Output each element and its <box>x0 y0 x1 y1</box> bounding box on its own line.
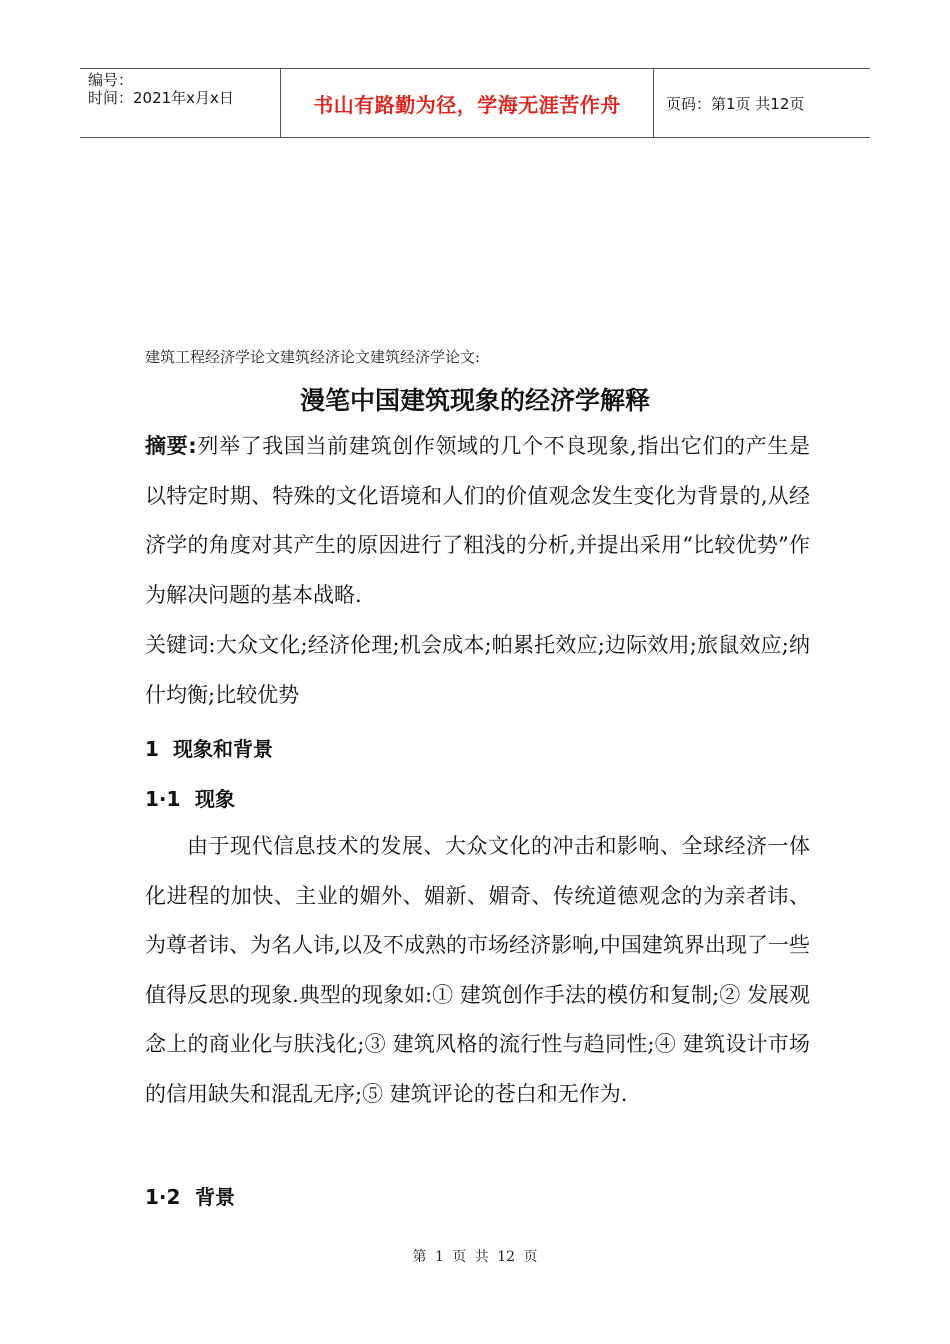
section-number: 1·1 <box>145 787 181 811</box>
section-number: 1 <box>145 737 159 761</box>
section-title: 背景 <box>195 1185 235 1209</box>
section-number: 1·2 <box>145 1185 181 1209</box>
abstract-paragraph <box>145 422 810 620</box>
header-meta-cell <box>80 69 281 137</box>
header-motto: 书山有路勤为径，学海无涯苦作舟 <box>313 92 621 117</box>
header-page-cell <box>654 69 870 137</box>
abstract-text: 列举了我国当前建筑创作领域的几个不良现象,指出它们的产生是以特定时期、特殊的文化语境和人们的价值观念发生变化为背景的,从经济学的角度对其产生的原因进行了粗浅的分析,并提出采用“比较优势”作为解决问题的基本战略. <box>145 434 810 607</box>
doc-time-label: 时间：2021年x月x日 <box>88 89 234 107</box>
document-subtitle: 建筑工程经济学论文建筑经济论文建筑经济学论文: <box>145 348 481 366</box>
keywords-paragraph: 关键词:大众文化;经济伦理;机会成本;帕累托效应;边际效用;旅鼠效应;纳什均衡;比较优势 <box>145 633 810 707</box>
header-page-label: 页码：第1页 共12页 <box>666 94 805 113</box>
abstract-label: 摘要: <box>145 434 197 458</box>
section-title: 现象和背景 <box>173 737 273 761</box>
doc-number-label: 编号： <box>88 71 134 89</box>
section-heading-1-1 <box>145 783 235 812</box>
body-paragraph: 由于现代信息技术的发展、大众文化的冲击和影响、全球经济一体化进程的加快、主业的媚外、媚新、媚奇、传统道德观念的为亲者讳、为尊者讳、为名人讳,以及不成熟的市场经济影响,中国建筑界出现了一些值得反思的现象.典型的现象如:① 建筑创作手法的模仿和复制;② 发展观念上的商业化与肤浅化;③ 建筑风格的流行性与趋同性;④ 建筑设计市场的信用缺失和混乱无序;⑤ 建筑评论的苍白和无作为. <box>145 834 810 1106</box>
section-heading-1 <box>145 733 273 762</box>
section-title: 现象 <box>195 787 235 811</box>
document-title: 漫笔中国建筑现象的经济学解释 <box>299 386 650 415</box>
header-motto-cell <box>281 69 654 137</box>
page-header <box>80 68 870 138</box>
section-heading-1-2 <box>145 1181 235 1210</box>
page-footer: 第 1 页 共 12 页 <box>412 1249 538 1265</box>
